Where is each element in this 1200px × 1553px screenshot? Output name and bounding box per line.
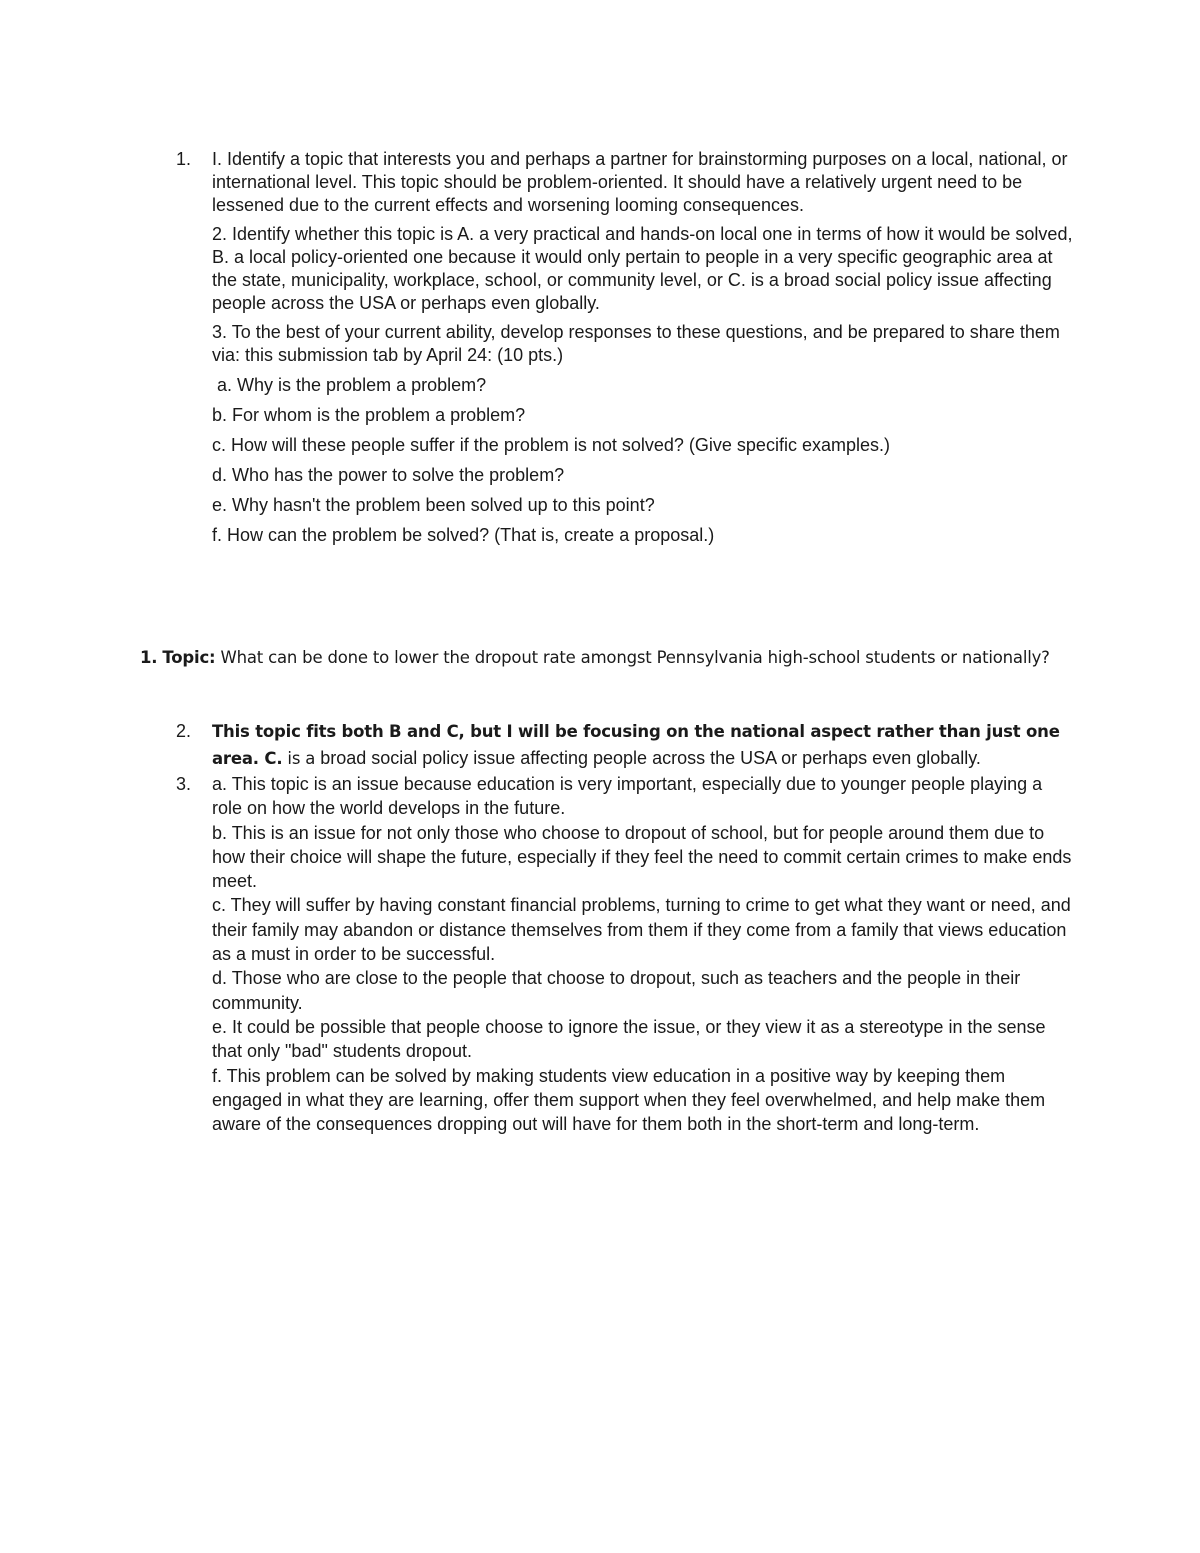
answer-d: d. Those who are close to the people that choose to dropout, such as teachers and the people in their community. (212, 968, 1021, 1013)
question-e: e. Why hasn't the problem been solved up to this point? (212, 495, 655, 515)
topic-label: Topic: (162, 648, 216, 667)
instruction-part-2: 2. Identify whether this topic is A. a very practical and hands-on local one in terms of how it would be solved, B. a local policy-oriented one because it would only pertain to people in a very specific geographic area at the state, municipality, workplace, school, or community level, or C. is a broad social policy issue affecting people across the USA or perhaps even globally. (212, 224, 1073, 313)
instruction-part-1: I. Identify a topic that interests you and perhaps a partner for brainstorming purposes on a local, national, or international level. This topic should be problem-oriented. It should have a relatively urgent need to be lessened due to the current effects and worsening looming consequences. (212, 149, 1068, 215)
response-item-2 (176, 718, 1076, 772)
question-a: a. Why is the problem a problem? (212, 375, 487, 395)
question-f: f. How can the problem be solved? (That is, create a proposal.) (212, 525, 715, 545)
instruction-part-3: 3. To the best of your current ability, develop responses to these questions, and be prepared to share them via: this submission tab by April 24: (10 pts.) (212, 322, 1060, 365)
list-number: 2. (176, 721, 192, 741)
assignment-instructions (176, 148, 1076, 547)
instruction-item-1 (176, 148, 1076, 217)
response-item-3-body (212, 772, 1076, 1136)
response-item-2-plain-lead: is a (282, 749, 316, 768)
topic-number: 1. (140, 648, 158, 667)
answer-c: c. They will suffer by having constant financial problems, turning to crime to get what they want or need, and their family may abandon or distance themselves from them if they come from a family that views education as a must in order to be successful. (212, 895, 1071, 965)
answer-b: b. This is an issue for not only those who choose to dropout of school, but for people around them due to how their choice will shape the future, especially if they feel the need to commit certain crimes to make ends meet. (212, 822, 1072, 892)
question-d: d. Who has the power to solve the problem? (212, 465, 565, 485)
response-item-2-body (212, 718, 1076, 772)
answer-e: e. It could be possible that people choose to ignore the issue, or they view it as a stereotype in the sense that only "bad" students dropout. (212, 1016, 1046, 1062)
topic-text: What can be done to lower the dropout rate amongst Pennsylvania high-school students or nationally? (220, 648, 1050, 667)
response-item-3 (176, 772, 1076, 1136)
response-list (176, 718, 1076, 1136)
response-item-2-tail: broad social policy issue affecting people across the USA or perhaps even globally. (315, 748, 981, 768)
list-number: 1. (176, 149, 192, 169)
answer-a: a. This topic is an issue because education is very important, especially due to younger people playing a role on how the world develops in the future. (212, 774, 1043, 819)
list-number: 3. (176, 774, 192, 794)
response-topic (140, 645, 1060, 671)
response-item-2-bold: This topic fits both B and C, but I will be focusing on the national aspect rather than just one area. C. (212, 722, 1060, 768)
answer-f: f. This problem can be solved by making students view education in a positive way by keeping them engaged in what they are learning, offer them support when they feel overwhelmed, and help make them aware of the consequences dropping out will have for them both in the short-term and long-term. (212, 1065, 1046, 1135)
question-c: c. How will these people suffer if the problem is not solved? (Give specific examples.) (212, 435, 890, 455)
question-b: b. For whom is the problem a problem? (212, 405, 526, 425)
